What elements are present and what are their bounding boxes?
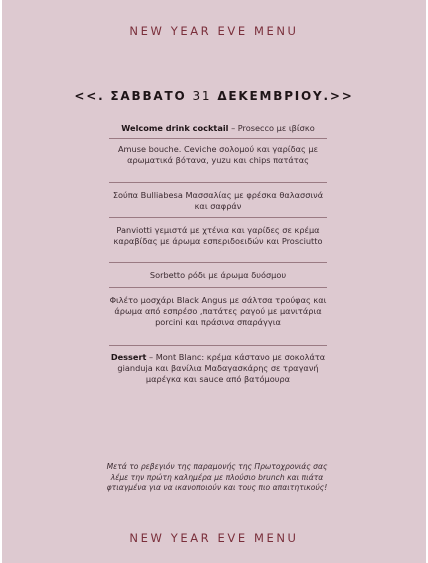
divider: [109, 217, 327, 218]
course-text: – Mont Blanc: κρέμα κάστανο με σοκολάτα gianduja και βανίλια Μαδαγασκάρης σε τραγανή μαρέγκα και sauce από βατόμουρα: [117, 352, 326, 384]
course-label: Dessert: [110, 352, 147, 362]
course-label: Welcome drink cocktail: [121, 123, 229, 133]
course-panviotti: [109, 225, 327, 247]
course-beef-fillet: [109, 295, 327, 328]
menu-page: [2, 0, 426, 563]
date-suffix: ΔΕΚΕΜΒΡΙΟΥ.>>: [211, 89, 354, 103]
divider: [109, 262, 327, 263]
course-dessert: [109, 352, 327, 385]
menu-footer-title: NEW YEAR EVE MENU: [129, 531, 299, 545]
date-day: 31: [192, 89, 212, 103]
divider: [109, 138, 327, 139]
brunch-note: Μετά το ρεβεγιόν της παραμονής της Πρωτοχρονιάς σας λέμε την πρώτη καλημέρα με πλούσιο brunch και πιάτα φτιαγμένα για να ικανοποιούν και τους πιο απαιτητικούς!: [106, 462, 328, 492]
course-text: – Prosecco με ιβίσκο: [228, 123, 315, 133]
course-soup: [109, 190, 327, 212]
course-text: Σούπα Bulliabesa Μασσαλίας με φρέσκα θαλασσινά και σαφράν: [112, 190, 324, 211]
course-text: Sorbetto ρόδι με άρωμα δυόσμου: [149, 270, 287, 280]
course-sorbetto: [109, 270, 327, 281]
course-welcome-drink: [109, 123, 327, 134]
date-heading: [2, 89, 426, 103]
course-text: Φιλέτο μοσχάρι Black Angus με σάλτσα τρούφας και άρωμα από εσπρέσο ,πατάτες ραγού με μανιτάρια porcini και πράσινα σπαράγγια: [109, 295, 327, 327]
menu-header-title: NEW YEAR EVE MENU: [129, 24, 299, 38]
divider: [109, 287, 327, 288]
divider: [109, 345, 327, 346]
divider: [109, 182, 327, 183]
course-text: Panviotti γεμιστά με χτένια και γαρίδες σε κρέμα καραβίδας με άρωμα εσπεριδοειδών και Prosciutto: [113, 225, 323, 246]
date-prefix: <<. ΣΑΒΒΑΤΟ: [74, 89, 193, 103]
course-amuse-bouche: [109, 144, 327, 166]
course-text: Amuse bouche. Ceviche σολομού και γαρίδας με αρωματικά βότανα, yuzu και chips πατάτας: [117, 144, 319, 165]
